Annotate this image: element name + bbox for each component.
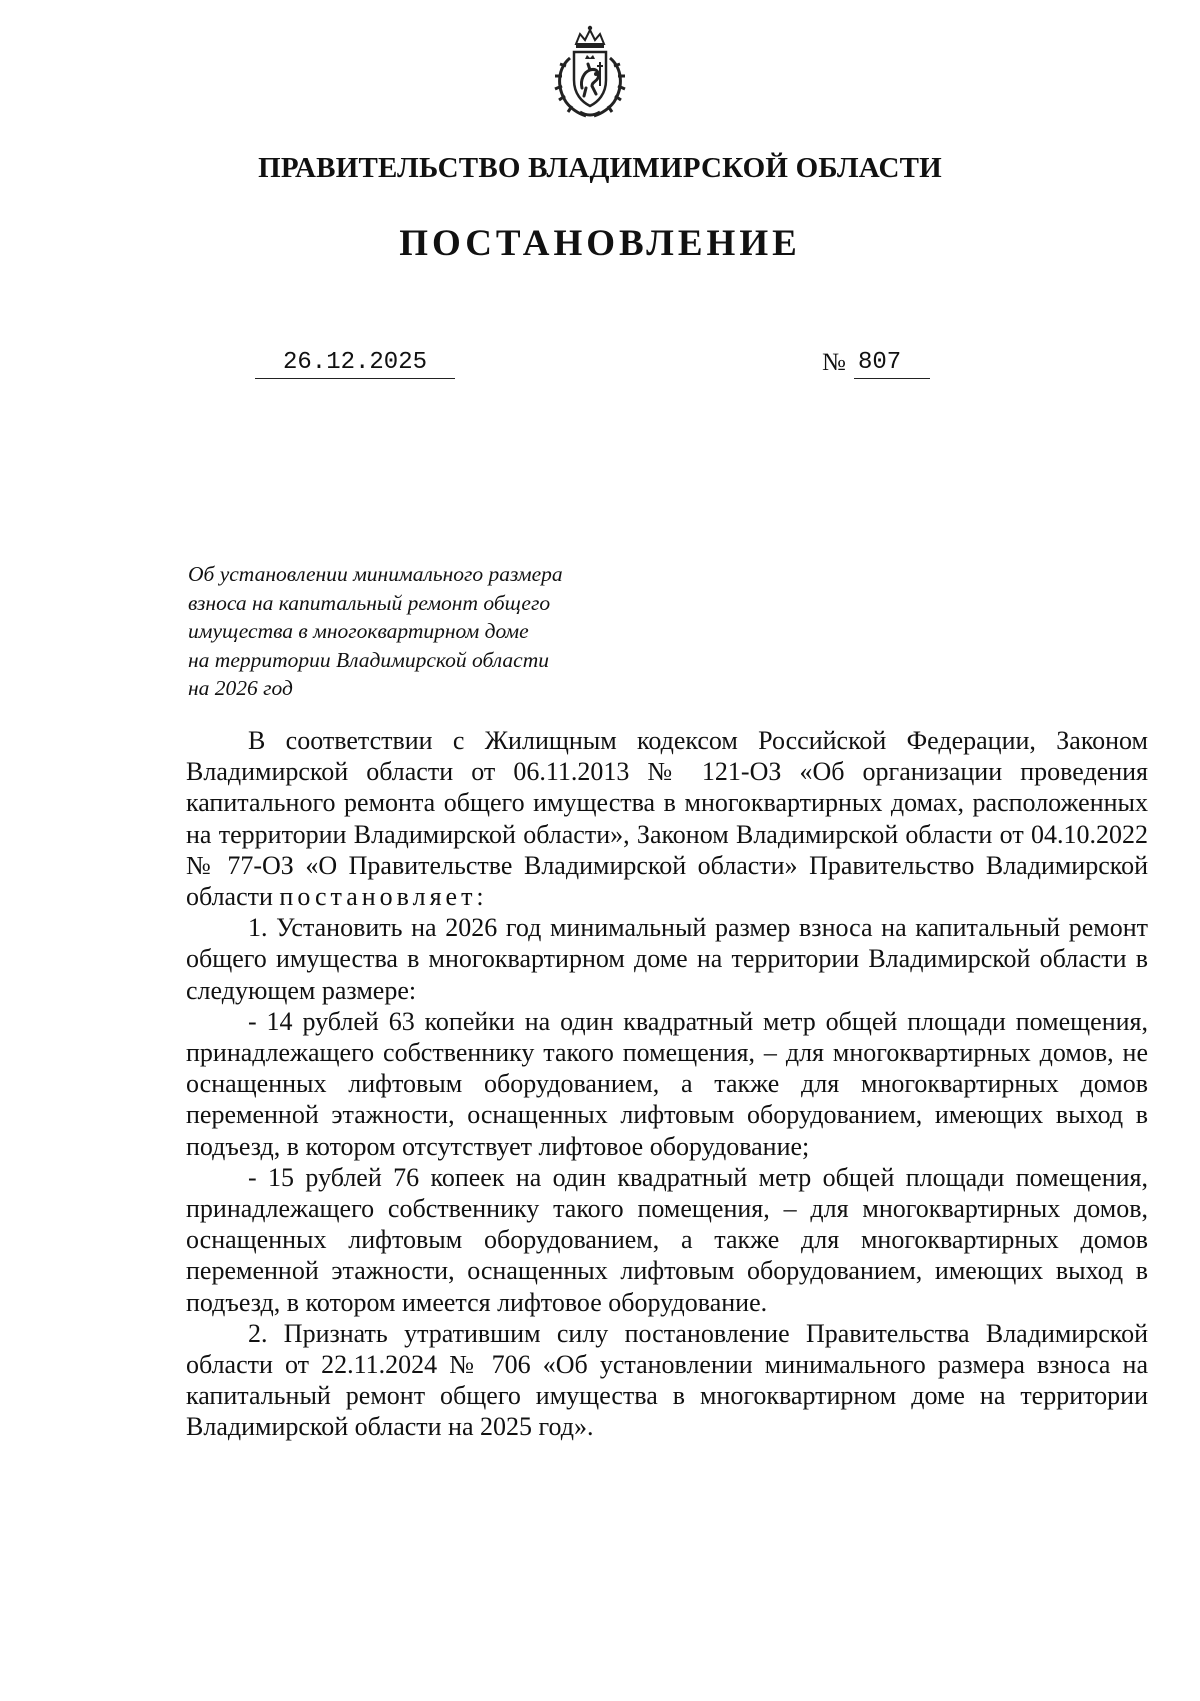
item-1a-paragraph: - 14 рублей 63 копейки на один квадратный метр общей площади помещения, принадлежащего собственнику такого помещения, – для многоквартирных домов, не оснащенных лифтовым оборудованием, а также для многоквартирных домов переменной этажности, оснащенных лифтовым оборудованием, имеющих выход в подъезд, в котором отсутствует лифтовое оборудование; bbox=[186, 1006, 1148, 1161]
subject-line: Об установлении минимального размера bbox=[188, 562, 563, 586]
government-title: ПРАВИТЕЛЬСТВО ВЛАДИМИРСКОЙ ОБЛАСТИ bbox=[258, 152, 942, 184]
document-subject bbox=[188, 560, 628, 703]
item-1-paragraph: 1. Установить на 2026 год минимальный размер взноса на капитальный ремонт общего имущества в многоквартирном доме на территории Владимирской области в следующем размере: bbox=[186, 913, 1148, 1005]
document-date: 26.12.2025 bbox=[255, 348, 455, 379]
subject-line: на территории Владимирской области bbox=[188, 647, 549, 672]
subject-line: взноса на капитальный ремонт общего bbox=[188, 590, 551, 615]
preamble-text: В соответствии с Жилищным кодексом Российской Федерации, Законом Владимирской области от 06.11.2013 № 121-ОЗ «Об организации проведения капитального ремонта общего имущества в многоквартирных домах, расположенных на территории Владимирской области», Законом Владимирской области от 04.10.2022 № 77-ОЗ «О Правительстве Владимирской области» Правительство Владимирской области bbox=[186, 726, 1148, 912]
item-2-paragraph: 2. Признать утратившим силу постановление Правительства Владимирской области от 22.11.2024 № 706 «Об установлении минимального размера взноса на капитальный ремонт общего имущества в многоквартирном доме на территории Владимирской области на 2025 год». bbox=[186, 1318, 1148, 1442]
number-sign: № bbox=[822, 349, 846, 376]
item-1b-paragraph: - 15 рублей 76 копеек на один квадратный метр общей площади помещения, принадлежащего собственнику такого помещения, – для многоквартирных домов, оснащенных лифтовым оборудованием, а также для многоквартирных домов переменной этажности, оснащенных лифтовым оборудованием, имеющих выход в подъезд, в котором имеется лифтовое оборудование. bbox=[186, 1162, 1148, 1317]
subject-line: на 2026 год bbox=[188, 676, 293, 700]
subject-line: имущества в многоквартирном доме bbox=[188, 619, 529, 643]
preamble-paragraph bbox=[186, 725, 1148, 912]
coat-of-arms-icon bbox=[540, 22, 640, 122]
decree-word: постановляет: bbox=[279, 882, 488, 912]
document-body bbox=[186, 725, 1148, 1443]
document-type-heading: ПОСТАНОВЛЕНИЕ bbox=[399, 223, 801, 264]
document-number: 807 bbox=[854, 348, 930, 379]
